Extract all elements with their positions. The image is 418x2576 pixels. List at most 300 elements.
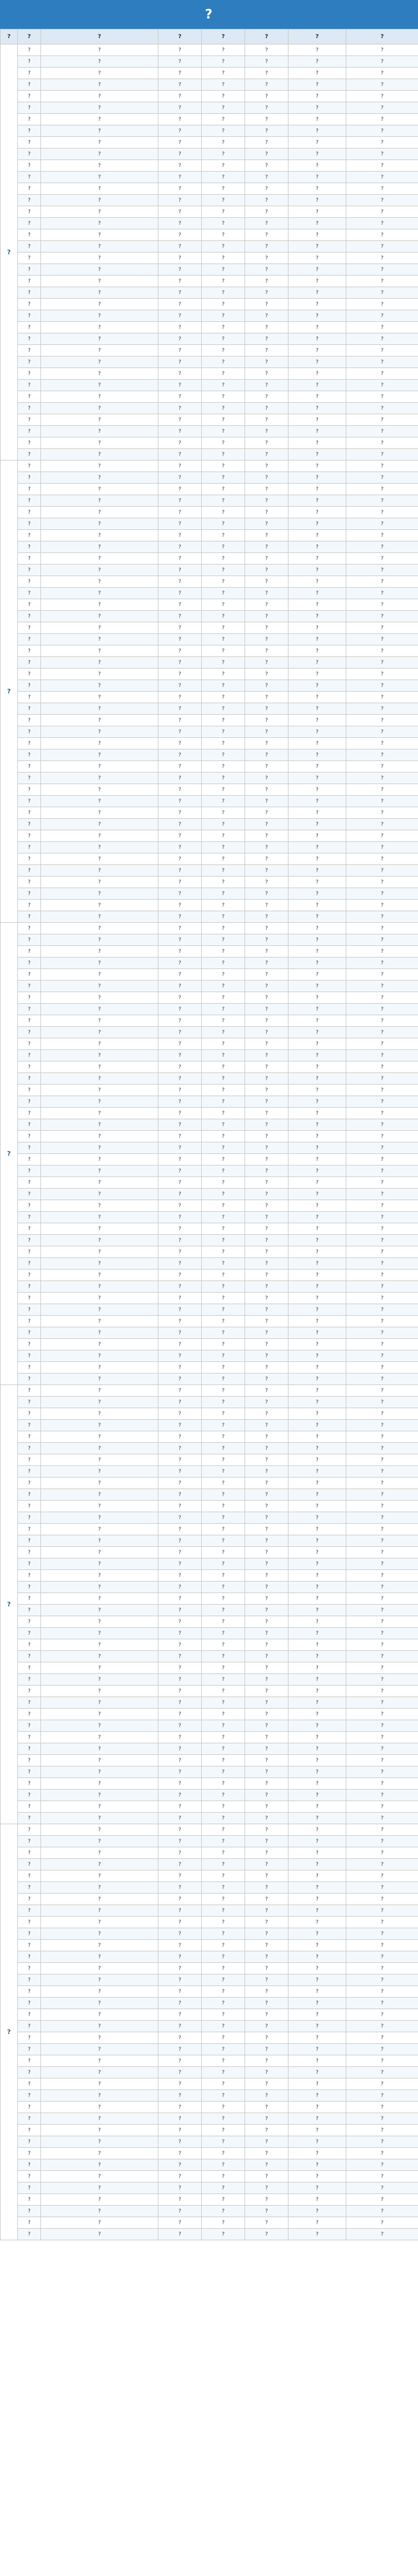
table-row	[1, 264, 418, 276]
table-cell: ?	[41, 2229, 158, 2240]
table-cell: ?	[346, 1073, 418, 1085]
table-cell: ?	[202, 888, 245, 900]
table-cell: ?	[41, 1466, 158, 1478]
table-cell: ?	[158, 1096, 202, 1108]
table-cell: ?	[158, 1131, 202, 1142]
table-cell: ?	[18, 1270, 41, 1281]
table-row	[1, 461, 418, 472]
table-cell: ?	[346, 1512, 418, 1524]
table-cell: ?	[288, 2194, 346, 2206]
table-cell: ?	[245, 1639, 288, 1651]
table-cell: ?	[288, 1998, 346, 2009]
table-cell: ?	[41, 1535, 158, 1547]
table-header	[1, 29, 418, 44]
table-cell: ?	[41, 1813, 158, 1824]
table-row	[1, 333, 418, 345]
table-cell: ?	[346, 264, 418, 276]
table-cell: ?	[18, 1281, 41, 1293]
table-cell: ?	[202, 1801, 245, 1813]
table-cell: ?	[158, 842, 202, 853]
table-cell: ?	[202, 368, 245, 380]
table-cell: ?	[202, 599, 245, 611]
table-cell: ?	[346, 1223, 418, 1235]
table-row	[1, 1489, 418, 1501]
table-row	[1, 1616, 418, 1628]
table-cell: ?	[202, 380, 245, 391]
table-cell: ?	[158, 1501, 202, 1512]
table-row	[1, 2009, 418, 2021]
table-cell: ?	[288, 1177, 346, 1189]
table-row	[1, 253, 418, 264]
table-cell: ?	[158, 1431, 202, 1443]
table-cell: ?	[245, 1200, 288, 1212]
table-cell: ?	[41, 1905, 158, 1917]
table-cell: ?	[202, 1293, 245, 1304]
table-cell: ?	[346, 1766, 418, 1778]
table-cell: ?	[158, 1200, 202, 1212]
table-cell: ?	[288, 1431, 346, 1443]
table-cell: ?	[288, 1928, 346, 1940]
table-cell: ?	[41, 1177, 158, 1189]
table-cell: ?	[245, 1246, 288, 1258]
type-group-cell: ?	[1, 461, 18, 923]
table-cell: ?	[18, 1547, 41, 1558]
table-row	[1, 195, 418, 206]
table-cell: ?	[346, 1639, 418, 1651]
table-cell: ?	[158, 877, 202, 888]
table-cell: ?	[41, 1154, 158, 1165]
table-cell: ?	[202, 911, 245, 923]
table-cell: ?	[158, 518, 202, 530]
table-row	[1, 1246, 418, 1258]
table-cell: ?	[346, 576, 418, 588]
table-cell: ?	[346, 1628, 418, 1639]
table-cell: ?	[346, 830, 418, 842]
table-cell: ?	[41, 1420, 158, 1431]
table-cell: ?	[202, 541, 245, 553]
table-cell: ?	[18, 1836, 41, 1847]
table-cell: ?	[288, 934, 346, 946]
table-cell: ?	[158, 784, 202, 796]
table-cell: ?	[346, 1154, 418, 1165]
table-row	[1, 1824, 418, 1836]
table-cell: ?	[41, 44, 158, 56]
table-row	[1, 2206, 418, 2217]
table-cell: ?	[288, 1258, 346, 1270]
table-cell: ?	[18, 842, 41, 853]
table-cell: ?	[202, 819, 245, 830]
table-cell: ?	[346, 253, 418, 264]
table-cell: ?	[18, 2021, 41, 2032]
table-cell: ?	[158, 1223, 202, 1235]
table-row	[1, 2102, 418, 2113]
table-cell: ?	[202, 934, 245, 946]
table-cell: ?	[202, 576, 245, 588]
table-cell: ?	[346, 934, 418, 946]
table-cell: ?	[158, 1593, 202, 1605]
table-cell: ?	[202, 2217, 245, 2229]
table-cell: ?	[202, 1235, 245, 1246]
table-cell: ?	[41, 865, 158, 877]
table-row	[1, 1212, 418, 1223]
table-cell: ?	[245, 842, 288, 853]
table-cell: ?	[288, 1443, 346, 1454]
table-cell: ?	[18, 669, 41, 680]
table-cell: ?	[41, 1350, 158, 1362]
table-cell: ?	[346, 1535, 418, 1547]
table-cell: ?	[346, 553, 418, 565]
table-cell: ?	[202, 2136, 245, 2148]
table-row	[1, 1582, 418, 1593]
table-cell: ?	[288, 1189, 346, 1200]
table-row	[1, 1905, 418, 1917]
table-cell: ?	[158, 1824, 202, 1836]
table-cell: ?	[346, 1350, 418, 1362]
table-cell: ?	[288, 749, 346, 761]
table-cell: ?	[18, 1720, 41, 1732]
table-cell: ?	[288, 1293, 346, 1304]
table-cell: ?	[41, 1894, 158, 1905]
table-cell: ?	[245, 1454, 288, 1466]
table-row	[1, 91, 418, 102]
table-cell: ?	[245, 299, 288, 310]
table-cell: ?	[346, 276, 418, 287]
table-cell: ?	[202, 1165, 245, 1177]
table-cell: ?	[158, 749, 202, 761]
table-cell: ?	[202, 1454, 245, 1466]
table-cell: ?	[41, 1570, 158, 1582]
table-cell: ?	[245, 1512, 288, 1524]
table-cell: ?	[41, 1558, 158, 1570]
table-cell: ?	[18, 1119, 41, 1131]
table-cell: ?	[41, 218, 158, 229]
table-cell: ?	[346, 1085, 418, 1096]
table-cell: ?	[18, 507, 41, 518]
table-cell: ?	[346, 495, 418, 507]
table-cell: ?	[288, 472, 346, 484]
table-cell: ?	[41, 934, 158, 946]
table-cell: ?	[245, 2009, 288, 2021]
table-cell: ?	[202, 1662, 245, 1674]
table-cell: ?	[41, 2078, 158, 2090]
table-cell: ?	[202, 2055, 245, 2067]
table-cell: ?	[18, 1998, 41, 2009]
table-cell: ?	[202, 1038, 245, 1050]
table-row	[1, 2067, 418, 2078]
table-cell: ?	[158, 703, 202, 715]
table-cell: ?	[346, 680, 418, 692]
table-cell: ?	[18, 1558, 41, 1570]
table-cell: ?	[288, 1778, 346, 1790]
table-cell: ?	[202, 79, 245, 91]
table-cell: ?	[245, 1327, 288, 1339]
table-cell: ?	[245, 2067, 288, 2078]
table-cell: ?	[158, 1362, 202, 1374]
table-cell: ?	[158, 149, 202, 160]
table-cell: ?	[288, 461, 346, 472]
table-cell: ?	[202, 634, 245, 645]
table-cell: ?	[18, 264, 41, 276]
table-cell: ?	[288, 333, 346, 345]
table-cell: ?	[288, 2229, 346, 2240]
table-cell: ?	[346, 1732, 418, 1743]
table-cell: ?	[158, 957, 202, 969]
table-cell: ?	[202, 784, 245, 796]
table-cell: ?	[18, 160, 41, 172]
table-cell: ?	[158, 1374, 202, 1385]
table-cell: ?	[346, 2067, 418, 2078]
table-cell: ?	[245, 218, 288, 229]
table-row	[1, 414, 418, 426]
table-cell: ?	[18, 553, 41, 565]
table-cell: ?	[18, 79, 41, 91]
table-row	[1, 1998, 418, 2009]
table-cell: ?	[41, 2067, 158, 2078]
table-cell: ?	[18, 1801, 41, 1813]
table-row	[1, 1142, 418, 1154]
table-cell: ?	[288, 380, 346, 391]
table-cell: ?	[158, 2102, 202, 2113]
table-cell: ?	[158, 357, 202, 368]
table-cell: ?	[41, 1235, 158, 1246]
table-cell: ?	[158, 1697, 202, 1709]
table-row	[1, 183, 418, 195]
table-cell: ?	[158, 68, 202, 79]
table-cell: ?	[158, 1397, 202, 1408]
table-cell: ?	[41, 1766, 158, 1778]
table-cell: ?	[41, 472, 158, 484]
table-cell: ?	[41, 253, 158, 264]
table-cell: ?	[245, 2090, 288, 2102]
table-cell: ?	[346, 1720, 418, 1732]
table-cell: ?	[158, 56, 202, 68]
table-cell: ?	[18, 1223, 41, 1235]
table-cell: ?	[288, 1593, 346, 1605]
table-cell: ?	[41, 553, 158, 565]
table-cell: ?	[202, 2021, 245, 2032]
table-row	[1, 426, 418, 437]
table-cell: ?	[245, 1015, 288, 1027]
table-cell: ?	[202, 1316, 245, 1327]
table-cell: ?	[158, 44, 202, 56]
table-cell: ?	[288, 206, 346, 218]
table-cell: ?	[158, 1454, 202, 1466]
table-cell: ?	[346, 1605, 418, 1616]
table-cell: ?	[41, 484, 158, 495]
table-cell: ?	[41, 172, 158, 183]
table-cell: ?	[346, 2113, 418, 2125]
table-cell: ?	[202, 1397, 245, 1408]
table-cell: ?	[18, 345, 41, 357]
table-row	[1, 1570, 418, 1582]
table-cell: ?	[245, 541, 288, 553]
table-cell: ?	[18, 1027, 41, 1038]
table-row	[1, 472, 418, 484]
table-cell: ?	[158, 2009, 202, 2021]
table-cell: ?	[288, 1304, 346, 1316]
table-row	[1, 357, 418, 368]
table-cell: ?	[288, 923, 346, 934]
table-cell: ?	[158, 437, 202, 449]
table-cell: ?	[41, 125, 158, 137]
table-row	[1, 160, 418, 172]
table-cell: ?	[202, 1558, 245, 1570]
table-cell: ?	[41, 1720, 158, 1732]
table-cell: ?	[288, 1235, 346, 1246]
table-cell: ?	[288, 2217, 346, 2229]
table-cell: ?	[18, 1882, 41, 1894]
table-cell: ?	[288, 1327, 346, 1339]
table-cell: ?	[18, 530, 41, 541]
table-cell: ?	[18, 1454, 41, 1466]
table-cell: ?	[158, 1813, 202, 1824]
table-cell: ?	[245, 669, 288, 680]
table-cell: ?	[288, 877, 346, 888]
table-cell: ?	[202, 1027, 245, 1038]
table-cell: ?	[18, 1350, 41, 1362]
table-cell: ?	[41, 738, 158, 749]
table-row	[1, 172, 418, 183]
table-cell: ?	[245, 1281, 288, 1293]
table-cell: ?	[18, 634, 41, 645]
table-cell: ?	[346, 1917, 418, 1928]
table-cell: ?	[346, 2055, 418, 2067]
table-cell: ?	[41, 333, 158, 345]
table-cell: ?	[346, 368, 418, 380]
table-cell: ?	[41, 1628, 158, 1639]
table-cell: ?	[158, 888, 202, 900]
table-cell: ?	[288, 1859, 346, 1870]
table-cell: ?	[202, 1778, 245, 1790]
table-cell: ?	[18, 183, 41, 195]
table-cell: ?	[41, 1327, 158, 1339]
table-cell: ?	[18, 1466, 41, 1478]
table-cell: ?	[245, 2206, 288, 2217]
table-cell: ?	[18, 692, 41, 703]
table-cell: ?	[18, 2206, 41, 2217]
table-cell: ?	[288, 160, 346, 172]
table-cell: ?	[346, 79, 418, 91]
table-cell: ?	[245, 1108, 288, 1119]
table-cell: ?	[18, 2032, 41, 2044]
table-cell: ?	[245, 253, 288, 264]
table-cell: ?	[158, 1570, 202, 1582]
table-row	[1, 345, 418, 357]
table-cell: ?	[41, 1709, 158, 1720]
table-cell: ?	[158, 1778, 202, 1790]
table-cell: ?	[346, 807, 418, 819]
table-cell: ?	[202, 1790, 245, 1801]
table-cell: ?	[245, 276, 288, 287]
table-row	[1, 1940, 418, 1951]
table-row	[1, 1801, 418, 1813]
table-cell: ?	[18, 241, 41, 253]
table-cell: ?	[288, 888, 346, 900]
table-cell: ?	[288, 541, 346, 553]
table-cell: ?	[158, 819, 202, 830]
table-cell: ?	[245, 1963, 288, 1974]
table-cell: ?	[346, 1582, 418, 1593]
table-cell: ?	[158, 1801, 202, 1813]
table-row	[1, 692, 418, 703]
table-cell: ?	[202, 761, 245, 773]
table-cell: ?	[158, 981, 202, 992]
table-cell: ?	[346, 703, 418, 715]
table-cell: ?	[18, 253, 41, 264]
table-cell: ?	[288, 1374, 346, 1385]
table-cell: ?	[158, 911, 202, 923]
table-cell: ?	[202, 2206, 245, 2217]
table-cell: ?	[245, 1339, 288, 1350]
table-cell: ?	[18, 403, 41, 414]
table-row	[1, 934, 418, 946]
table-cell: ?	[288, 2182, 346, 2194]
table-cell: ?	[346, 565, 418, 576]
table-cell: ?	[288, 1674, 346, 1686]
table-cell: ?	[245, 1466, 288, 1478]
table-cell: ?	[202, 622, 245, 634]
table-cell: ?	[202, 114, 245, 125]
table-cell: ?	[202, 253, 245, 264]
table-cell: ?	[41, 1859, 158, 1870]
table-row	[1, 102, 418, 114]
table-cell: ?	[41, 2194, 158, 2206]
table-cell: ?	[41, 1674, 158, 1686]
table-cell: ?	[288, 1316, 346, 1327]
table-cell: ?	[346, 218, 418, 229]
table-cell: ?	[346, 437, 418, 449]
table-cell: ?	[346, 1420, 418, 1431]
table-cell: ?	[346, 1050, 418, 1061]
table-cell: ?	[18, 1709, 41, 1720]
table-cell: ?	[288, 2055, 346, 2067]
table-cell: ?	[288, 692, 346, 703]
table-cell: ?	[202, 981, 245, 992]
table-cell: ?	[202, 1905, 245, 1917]
table-cell: ?	[41, 842, 158, 853]
table-cell: ?	[41, 241, 158, 253]
table-cell: ?	[346, 530, 418, 541]
table-cell: ?	[245, 1293, 288, 1304]
table-cell: ?	[346, 1258, 418, 1270]
table-cell: ?	[18, 137, 41, 149]
table-cell: ?	[288, 253, 346, 264]
table-cell: ?	[41, 796, 158, 807]
table-cell: ?	[245, 160, 288, 172]
table-cell: ?	[202, 2159, 245, 2171]
table-cell: ?	[18, 2194, 41, 2206]
table-cell: ?	[245, 1709, 288, 1720]
table-cell: ?	[41, 1316, 158, 1327]
table-cell: ?	[41, 1847, 158, 1859]
table-cell: ?	[288, 2090, 346, 2102]
table-row	[1, 495, 418, 507]
table-cell: ?	[158, 1420, 202, 1431]
table-cell: ?	[202, 287, 245, 299]
table-cell: ?	[288, 68, 346, 79]
table-cell: ?	[18, 1917, 41, 1928]
table-cell: ?	[288, 2021, 346, 2032]
table-cell: ?	[288, 1547, 346, 1558]
table-cell: ?	[158, 2090, 202, 2102]
table-cell: ?	[288, 1905, 346, 1917]
table-cell: ?	[202, 1050, 245, 1061]
table-cell: ?	[245, 1073, 288, 1085]
table-cell: ?	[346, 1165, 418, 1177]
table-cell: ?	[202, 299, 245, 310]
table-cell: ?	[245, 957, 288, 969]
table-cell: ?	[245, 229, 288, 241]
